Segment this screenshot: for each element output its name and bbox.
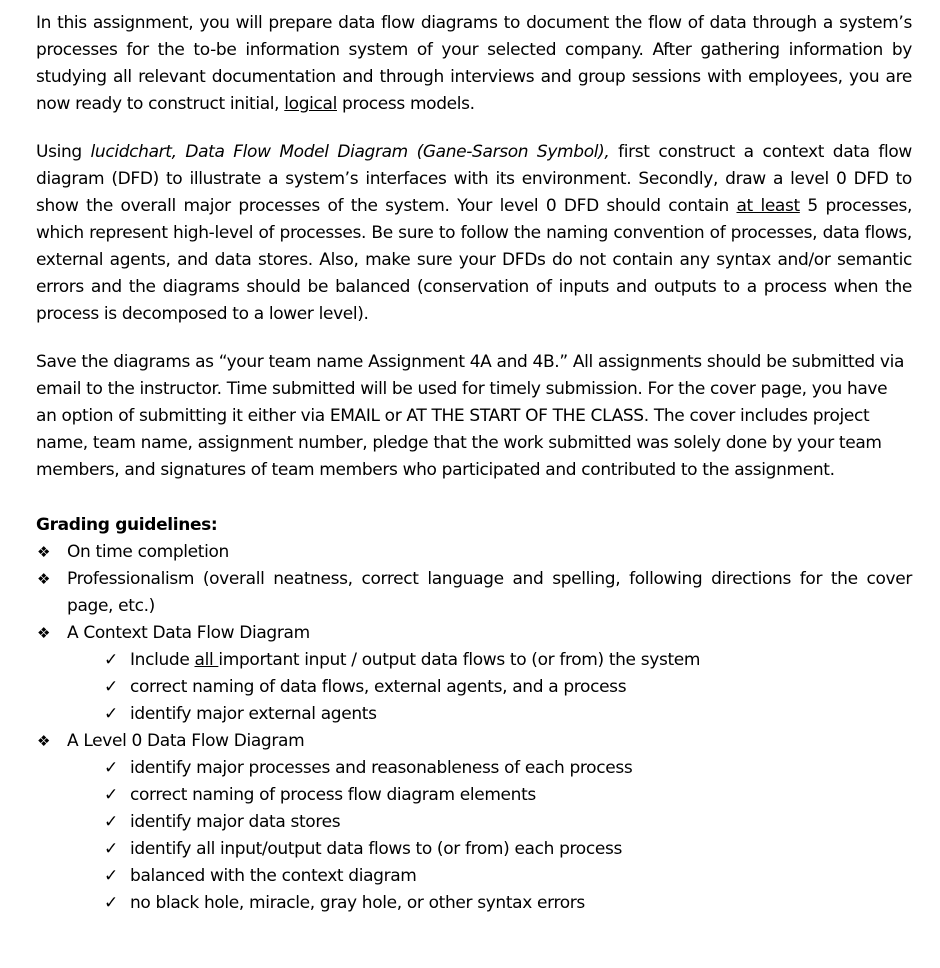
submission-paragraph <box>36 349 912 484</box>
checkmark-icon: ✓ <box>104 839 118 859</box>
criteria-text: balanced with the context diagram <box>130 866 417 886</box>
criteria-item <box>36 755 912 782</box>
criteria-text: correct naming of data flows, external agents, and a process <box>130 677 627 697</box>
grading-list <box>36 539 912 647</box>
criteria-item <box>36 809 912 836</box>
submission-text: Save the diagrams as “your team name Assignment 4A and 4B.” All assignments should be submitted via email to the instructor. Time submitted will be used for timely submission. For the cover page, you have an option of submitting it either via EMAIL or AT THE START OF THE CLASS. The cover includes project name, team name, assignment number, pledge that the work submitted was solely done by your team members, and signatures of team members who participated and contributed to the assignment. <box>36 352 905 480</box>
checkmark-icon: ✓ <box>104 758 118 778</box>
criteria-text: Include <box>130 650 195 670</box>
checkmark-icon: ✓ <box>104 893 118 913</box>
checkmark-icon: ✓ <box>104 866 118 886</box>
criteria-text: identify all input/output data flows to (or from) each process <box>130 839 622 859</box>
grading-item-context-dfd <box>36 620 912 647</box>
assignment-document <box>36 10 912 917</box>
criteria-text: identify major data stores <box>130 812 341 832</box>
instructions-text-start: Using <box>36 142 91 162</box>
criteria-item <box>36 890 912 917</box>
criteria-text: identify major processes and reasonableness of each process <box>130 758 633 778</box>
grading-item-label: Professionalism (overall neatness, correct language and spelling, following directions for the cover page, etc.) <box>67 569 912 616</box>
instructions-text-middle: first construct a context data flow diagram (DFD) to illustrate a system’s interfaces with its environment. Secondly, draw a level 0 DFD to show the overall major processes of the system. Your level 0 DFD should contain <box>36 142 912 216</box>
checkmark-icon: ✓ <box>104 704 118 724</box>
grading-heading: Grading guidelines: <box>36 515 218 535</box>
criteria-item <box>36 674 912 701</box>
checkmark-icon: ✓ <box>104 677 118 697</box>
checkmark-icon: ✓ <box>104 812 118 832</box>
grading-item-level0-dfd <box>36 728 912 755</box>
grading-item-label: A Level 0 Data Flow Diagram <box>67 731 305 751</box>
criteria-item <box>36 863 912 890</box>
level0-dfd-criteria <box>36 755 912 917</box>
criteria-text-end: important input / output data flows to (or from) the system <box>218 650 701 670</box>
tool-name-italic: lucidchart, Data Flow Model Diagram (Gane-Sarson Symbol), <box>90 142 610 162</box>
checkmark-icon: ✓ <box>104 650 118 670</box>
grading-item-label: A Context Data Flow Diagram <box>67 623 310 643</box>
diamond-bullet-icon: ❖ <box>37 624 51 642</box>
checkmark-icon: ✓ <box>104 785 118 805</box>
intro-text: In this assignment, you will prepare data flow diagrams to document the flow of data through a system’s processes for the to-be information system of your selected company. After gathering information by studying all relevant documentation and through interviews and group sessions with employees, you are now ready to construct initial, <box>36 13 912 114</box>
criteria-item <box>36 836 912 863</box>
grading-item-professionalism <box>36 566 912 620</box>
intro-text-end: process models. <box>336 94 475 114</box>
instructions-text-end: 5 processes, which represent high-level of processes. Be sure to follow the naming convention of processes, data flows, external agents, and data stores. Also, make sure your DFDs do not contain any syntax and/or semantic errors and the diagrams should be balanced (conservation of inputs and outputs to a process when the process is decomposed to a lower level). <box>36 196 913 324</box>
all-underlined: all <box>194 650 219 670</box>
intro-paragraph <box>36 10 912 118</box>
diamond-bullet-icon: ❖ <box>37 570 51 588</box>
logical-underlined: logical <box>284 94 337 114</box>
context-dfd-criteria <box>36 647 912 728</box>
grading-item-label: On time completion <box>67 542 229 562</box>
at-least-underlined: at least <box>736 196 800 216</box>
criteria-text: identify major external agents <box>130 704 377 724</box>
criteria-text: no black hole, miracle, gray hole, or other syntax errors <box>130 893 585 913</box>
grading-list-continued <box>36 728 912 755</box>
instructions-paragraph <box>36 139 912 328</box>
criteria-text: correct naming of process flow diagram elements <box>130 785 536 805</box>
criteria-item <box>36 782 912 809</box>
grading-item-on-time <box>36 539 912 566</box>
criteria-item <box>36 647 912 674</box>
diamond-bullet-icon: ❖ <box>37 543 51 561</box>
criteria-item <box>36 701 912 728</box>
diamond-bullet-icon: ❖ <box>37 732 51 750</box>
